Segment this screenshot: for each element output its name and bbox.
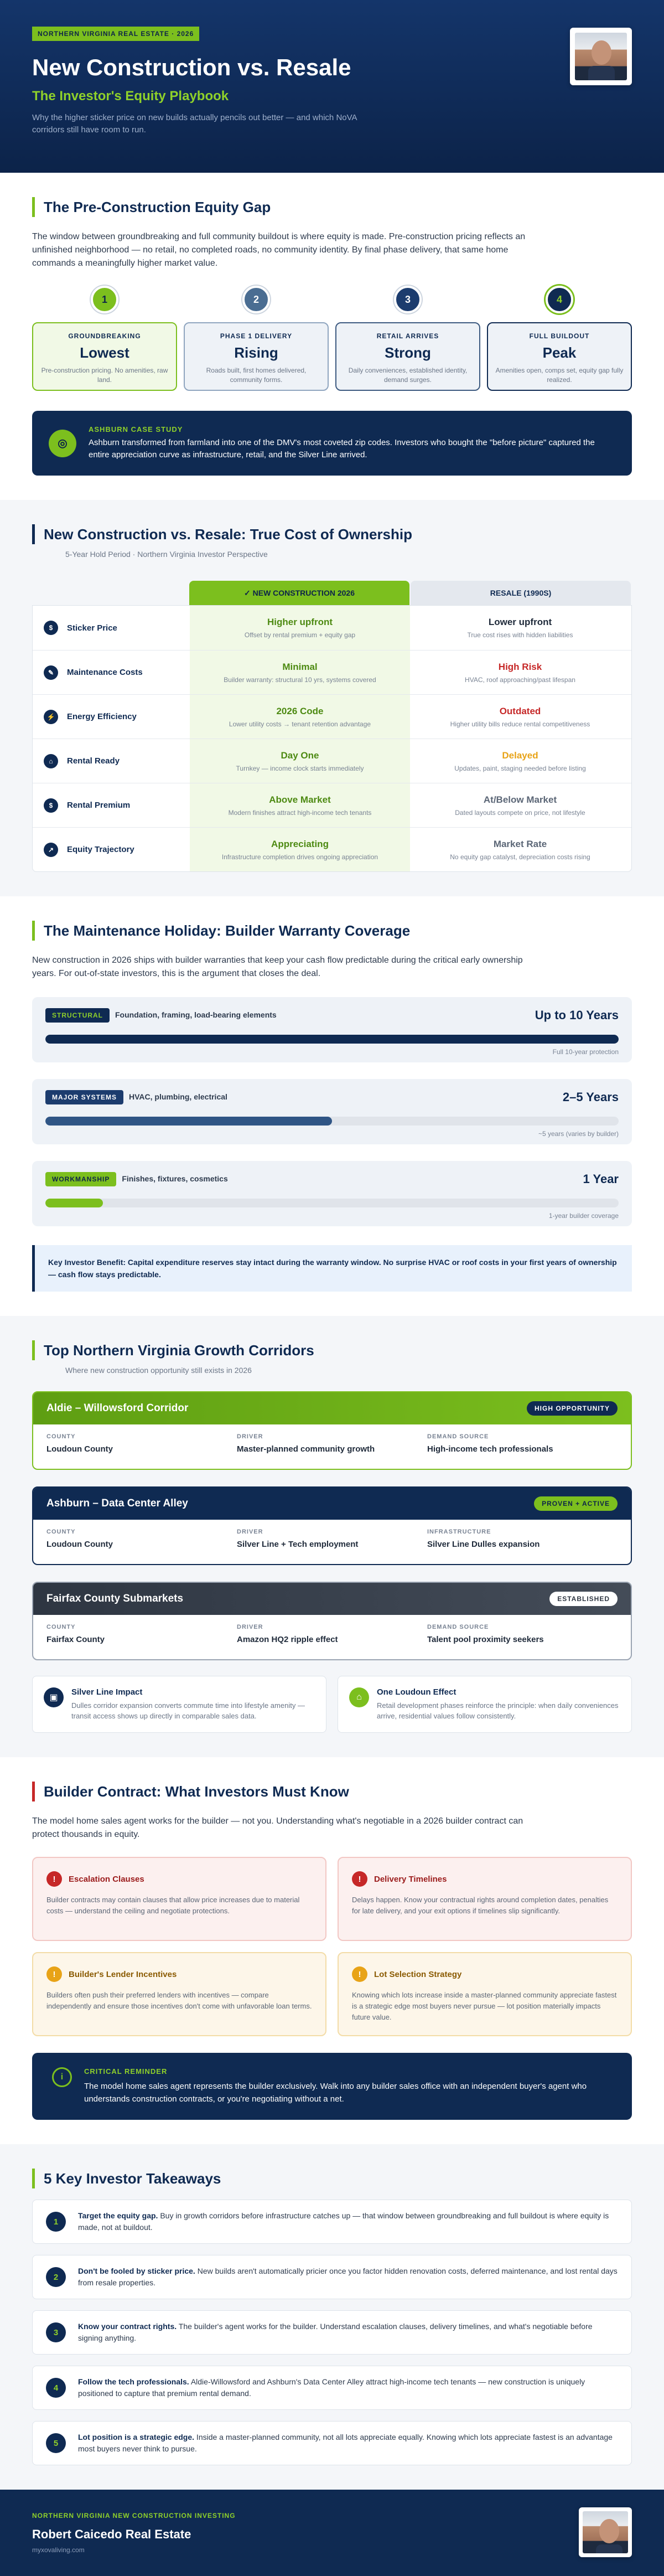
card-title: Delivery Timelines [374,1874,447,1884]
agent-avatar [579,2507,632,2557]
field-value: Fairfax County [46,1635,105,1644]
page-title: New Construction vs. Resale [32,54,351,80]
impact-card [338,1676,632,1733]
warranty-tag: WORKMANSHIP [45,1172,116,1186]
info-icon: i [52,2067,72,2087]
resale-note: True cost rises with hidden liabilities [467,631,573,639]
contract-card [32,1857,326,1941]
step-label: PHASE 1 DELIVERY [220,332,293,340]
takeaway-number: 4 [46,2378,66,2398]
step-desc: Amenities open, comps set, equity gap fully realized. [495,366,624,384]
row-label: Sticker Price [67,623,117,633]
trend-up-icon: ↗ [44,843,58,857]
row-label: Maintenance Costs [67,668,143,677]
step-value: Strong [385,344,431,361]
impact-title: One Loudoun Effect [377,1687,456,1697]
field-value: High-income tech professionals [427,1444,553,1454]
agent-avatar [570,28,632,85]
dollar-icon: $ [44,621,58,635]
contract-section [0,1757,664,2144]
field-value: Silver Line Dulles expansion [427,1540,540,1549]
takeaway-headline: Follow the tech professionals. [78,2377,189,2386]
takeaway-headline: Know your contract rights. [78,2322,177,2331]
warranty-bar [45,1035,619,1044]
card-title: Builder's Lender Incentives [69,1969,177,1979]
case-study-label: ASHBURN CASE STUDY [89,425,183,433]
field-value: Amazon HQ2 ripple effect [237,1635,338,1644]
section-title: 5 Key Investor Takeaways [44,2170,221,2187]
resale-note: Updates, paint, staging needed before listing [454,764,586,772]
field-key: DRIVER [237,1624,263,1630]
page-footer [0,2490,664,2576]
section-accent-bar [32,1340,35,1360]
warranty-item [32,997,632,1062]
hero-description: Why the higher sticker price on new builds actually pencils out better — and which NoVA corridors still have room to run. [32,113,357,135]
step-desc: Roads built, first homes delivered, community forms. [206,366,307,384]
takeaway-text: The builder's agent works for the builder. Understand escalation clauses, delivery timelines, and what's negotiable before signing anything. [78,2322,593,2342]
critical-reminder-callout [32,2053,632,2120]
takeaway-item [32,2200,632,2244]
hero-header [0,0,664,173]
resale-value: Lower upfront [488,617,552,627]
step-label: FULL BUILDOUT [529,332,590,340]
resale-value: Delayed [502,750,538,761]
wrench-icon: ✎ [44,665,58,680]
card-text: Builder contracts may contain clauses that allow price increases due to material costs — understand the ceiling and negotiate protections. [46,1896,300,1915]
field-key: DRIVER [237,1529,263,1535]
step-label: GROUNDBREAKING [68,332,141,340]
step-label: RETAIL ARRIVES [376,332,439,340]
field-key: COUNTY [46,1624,76,1630]
case-study-callout [32,411,632,476]
field-value: Silver Line + Tech employment [237,1540,359,1549]
warranty-bar-fill [45,1117,332,1126]
resale-note: HVAC, roof approaching/past lifespan [465,675,575,684]
new-value: Day One [281,750,319,761]
card-title: Escalation Clauses [69,1874,144,1884]
table-row [33,739,631,783]
warranty-bar [45,1199,619,1207]
takeaway-number: 3 [46,2322,66,2342]
region-badge: NORTHERN VIRGINIA REAL ESTATE · 2026 [32,27,199,41]
new-value: Higher upfront [267,617,333,627]
card-text: Delays happen. Know your contractual rights around completion dates, penalties for late delivery, and your exit options if timelines slip significantly. [352,1896,609,1915]
alert-icon: ! [46,1871,62,1887]
warranty-years: 1 Year [583,1172,619,1186]
table-row [33,827,631,871]
new-value: 2026 Code [276,705,324,716]
takeaway-text: Inside a master-planned community, not all lots appreciate equally. Knowing which lots appreciate fastest is an advantage most buyers never think to pursue. [78,2433,613,2453]
takeaway-number: 1 [46,2212,66,2232]
row-label: Rental Premium [67,801,131,810]
section-accent-bar [32,2169,35,2188]
takeaways-section [0,2144,664,2490]
warranty-years: Up to 10 Years [535,1008,619,1022]
resale-header: RESALE (1990S) [411,581,631,605]
warranty-caption: 1-year builder coverage [548,1212,619,1220]
step-number: 2 [242,286,270,313]
section-lead: The window between groundbreaking and full community buildout is where equity is made. Pre-construction pricing reflects an unfinished neighborhood — no retail, no completed roads, no community identity. By final phase delivery, that same home commands a meaningfully higher market value. [32,232,526,268]
warranty-tag: STRUCTURAL [45,1008,110,1023]
reminder-text: The model home sales agent represents the builder exclusively. Walk into any builder sales office with an independent buyer's agent who understands construction contracts, or you're negotiating without a net. [84,2082,587,2104]
warranty-caption: ~5 years (varies by builder) [538,1130,619,1138]
resale-value: At/Below Market [483,794,557,805]
comparison-table [32,581,632,872]
card-title: Lot Selection Strategy [374,1969,462,1979]
new-note: Builder warranty: structural 10 yrs, systems covered [224,675,376,684]
takeaway-item [32,2310,632,2355]
resale-value: Market Rate [493,838,547,849]
new-construction-header: ✓ NEW CONSTRUCTION 2026 [189,581,409,605]
warranty-item [32,1161,632,1226]
train-icon: ▣ [44,1687,64,1707]
warranty-section [0,896,664,1316]
corridor-status-badge: HIGH OPPORTUNITY [527,1401,618,1416]
home-icon: ⌂ [44,754,58,768]
takeaway-number: 5 [46,2433,66,2453]
resale-note: Dated layouts compete on price, not lifestyle [455,808,585,817]
contract-card [32,1952,326,2036]
warranty-tag: MAJOR SYSTEMS [45,1090,123,1104]
section-lead: The model home sales agent works for the builder — not you. Understanding what's negotiable in a 2026 builder contract can protect thousands in equity. [32,1816,523,1839]
section-accent-bar [32,1782,35,1801]
step-number: 3 [394,286,422,313]
field-key: COUNTY [46,1529,76,1535]
takeaway-headline: Target the equity gap. [78,2211,158,2220]
takeaway-text: Aldie-Willowsford and Ashburn's Data Center Alley attract high-income tech tenants — new construction is uniquely positioned to capture that premium rental demand. [78,2377,585,2398]
impact-title: Silver Line Impact [71,1687,143,1697]
corridor-name: Aldie – Willowsford Corridor [46,1402,189,1414]
section-accent-bar [32,921,35,941]
resale-note: No equity gap catalyst, depreciation costs rising [450,853,590,861]
field-value: Loudoun County [46,1540,113,1549]
row-label: Equity Trajectory [67,845,134,854]
step-desc: Pre-construction pricing. No amenities, raw land. [41,366,168,384]
step-card [32,322,177,391]
takeaway-headline: Lot position is a strategic edge. [78,2433,195,2441]
step-value: Peak [542,344,577,361]
new-note: Offset by rental premium + equity gap [244,631,356,639]
field-key: DEMAND SOURCE [427,1433,489,1440]
section-accent-bar [32,524,35,544]
step-card [184,322,329,391]
timeline-step [487,286,632,391]
row-label: Rental Ready [67,756,120,766]
page-subtitle: The Investor's Equity Playbook [32,89,229,104]
field-key: DRIVER [237,1433,263,1440]
case-study-text: Ashburn transformed from farmland into one of the DMV's most coveted zip codes. Investors who bought the "before picture" captured the entire appreciation curve as infrastructure, retail, and the Silver Line arrived. [89,438,595,460]
takeaway-number: 2 [46,2267,66,2287]
timeline-step [184,286,329,391]
section-lead: New construction in 2026 ships with builder warranties that keep your cash flow predictable during the critical early ownership years. For out-of-state investors, this is the argument that closes the deal. [32,956,523,978]
resale-value: High Risk [498,661,542,672]
corridor-card [32,1582,632,1660]
step-card [487,322,632,391]
lightning-icon: ⚡ [44,710,58,724]
table-row [33,694,631,739]
timeline-step [335,286,480,391]
resale-value: Outdated [499,705,541,716]
corridor-name: Ashburn – Data Center Alley [46,1498,188,1509]
store-icon: ⌂ [349,1687,369,1707]
card-text: Builders often push their preferred lenders with incentives — compare independently and ensure those incentives don't come with unfavorable loan terms. [46,1991,312,2010]
warranty-label: Finishes, fixtures, cosmetics [122,1174,228,1183]
takeaway-headline: Don't be fooled by sticker price. [78,2267,195,2275]
warranty-years: 2–5 Years [562,1090,619,1104]
corridor-card [32,1391,632,1470]
table-row [33,783,631,827]
equity-timeline [32,286,632,391]
takeaway-item [32,2255,632,2299]
new-note: Modern finishes attract high-income tech tenants [228,808,372,817]
corridor-status-badge: ESTABLISHED [549,1592,618,1606]
step-number: 1 [91,286,118,313]
investor-benefit-note: Key Investor Benefit: Capital expenditure reserves stay intact during the warranty window. No surprise HVAC or roof costs in your first years of ownership — cash flow stays predictable. [32,1245,632,1292]
takeaway-text: Buy in growth corridors before infrastructure catches up — that window between groundbreaking and full buildout is where equity is made, not at buildout. [78,2211,609,2232]
takeaway-text: New builds aren't automatically pricier once you factor hidden renovation costs, deferred maintenance, and lost rental days from resale properties. [78,2267,618,2287]
section-title: New Construction vs. Resale: True Cost of Ownership [44,525,413,543]
new-note: Lower utility costs → tenant retention advantage [229,720,371,728]
table-row [33,606,631,650]
alert-icon: ! [352,1871,367,1887]
takeaway-item [32,2366,632,2410]
corridors-section [0,1316,664,1757]
new-value: Minimal [282,661,318,672]
new-note: Turnkey — income clock starts immediately [236,764,364,772]
step-desc: Daily conveniences, established identity, demand surges. [348,366,468,384]
section-accent-bar [32,197,35,217]
section-title: The Maintenance Holiday: Builder Warranty Coverage [44,922,411,939]
warning-icon: ! [46,1966,62,1982]
takeaway-item [32,2421,632,2465]
step-value: Lowest [80,344,129,361]
row-label: Energy Efficiency [67,712,137,721]
contract-card [338,1952,632,2036]
field-value: Talent pool proximity seekers [427,1635,544,1644]
corridor-card [32,1486,632,1565]
field-value: Master-planned community growth [237,1444,375,1454]
field-value: Loudoun County [46,1444,113,1454]
footer-brand: Robert Caicedo Real Estate [32,2527,191,2541]
warning-icon: ! [352,1966,367,1982]
corridor-name: Fairfax County Submarkets [46,1593,184,1604]
step-card [335,322,480,391]
field-key: DEMAND SOURCE [427,1624,489,1630]
corridor-status-badge: PROVEN + ACTIVE [534,1496,618,1511]
section-subtitle: Where new construction opportunity still exists in 2026 [65,1366,252,1375]
impact-text: Dulles corridor expansion converts commute time into lifestyle amenity — transit access shows up directly in comparable sales data. [71,1701,305,1720]
agent-photo [583,2511,628,2553]
target-icon: ◎ [49,430,76,457]
contract-card [338,1857,632,1941]
new-value: Appreciating [271,838,329,849]
section-title: Builder Contract: What Investors Must Know [44,1783,349,1800]
section-title: Top Northern Virginia Growth Corridors [44,1341,314,1359]
reminder-label: CRITICAL REMINDER [84,2067,168,2076]
section-subtitle: 5-Year Hold Period · Northern Virginia Investor Perspective [65,550,268,559]
warranty-bar [45,1117,619,1126]
footer-label: NORTHERN VIRGINIA NEW CONSTRUCTION INVESTING [32,2512,236,2520]
step-number: 4 [546,286,573,313]
footer-website-link[interactable]: myxovaliving.com [32,2546,85,2554]
warranty-label: Foundation, framing, load-bearing elements [115,1010,277,1019]
warranty-bar-fill [45,1035,619,1044]
section-title: The Pre-Construction Equity Gap [44,198,271,215]
field-key: INFRASTRUCTURE [427,1529,491,1535]
equity-gap-section [0,173,664,500]
table-row [33,650,631,694]
new-value: Above Market [269,794,331,805]
cost-section [0,500,664,896]
agent-photo [575,33,627,80]
card-text: Knowing which lots increase inside a master-planned community appreciate fastest is a strategic edge most buyers never pursue — lot position materially impacts future value. [352,1991,617,2021]
warranty-bar-fill [45,1199,103,1207]
warranty-caption: Full 10-year protection [552,1048,619,1056]
timeline-step [32,286,177,391]
resale-note: Higher utility bills reduce rental competitiveness [450,720,590,728]
step-value: Rising [234,344,278,361]
impact-card [32,1676,326,1733]
field-key: COUNTY [46,1433,76,1440]
warranty-label: HVAC, plumbing, electrical [129,1092,227,1101]
impact-text: Retail development phases reinforce the principle: when daily conveniences arrive, residential values follow consistently. [377,1701,619,1720]
warranty-item [32,1079,632,1144]
new-note: Infrastructure completion drives ongoing appreciation [221,853,378,861]
dollar-icon: $ [44,798,58,813]
